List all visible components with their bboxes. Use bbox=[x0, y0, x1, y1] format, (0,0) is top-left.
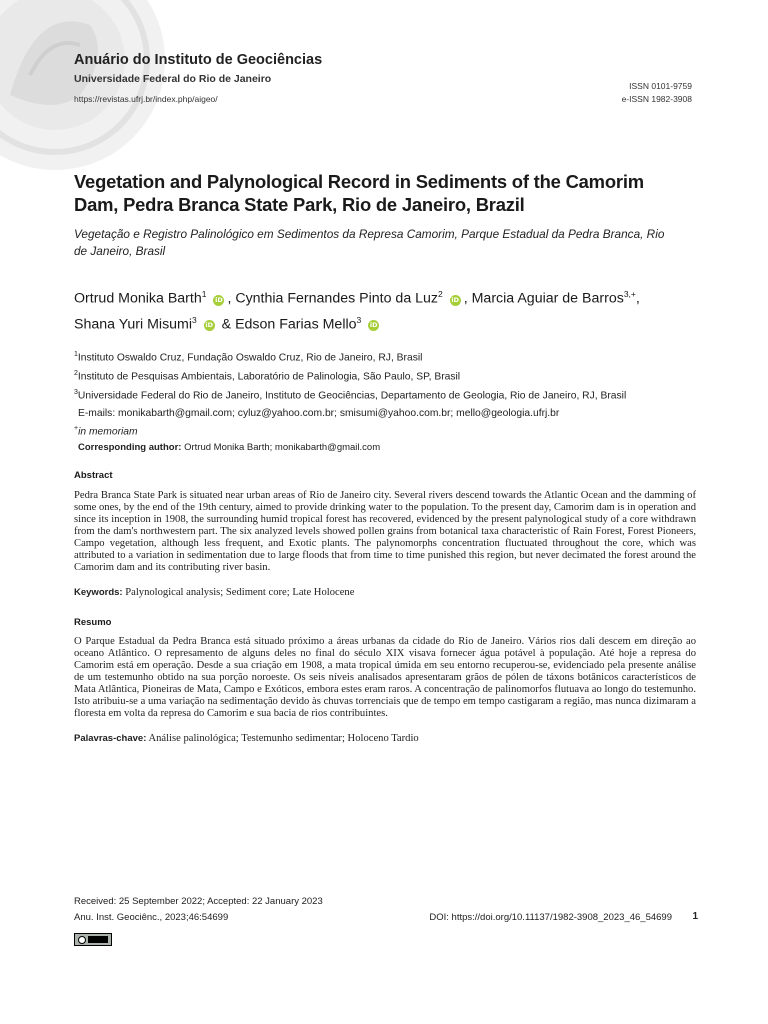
affiliation-line bbox=[74, 366, 694, 385]
affiliation-line bbox=[74, 385, 694, 404]
cc-circle-icon bbox=[78, 936, 86, 944]
author-name: Edson Farias Mello bbox=[235, 316, 357, 333]
journal-university: Universidade Federal do Rio de Janeiro bbox=[74, 73, 272, 85]
orcid-icon[interactable]: iD bbox=[215, 295, 223, 304]
article-title: Vegetation and Palynological Record in Sediments of the Camorim Dam, Pedra Branca State Park, Rio de Janeiro, Brazil bbox=[74, 171, 644, 215]
resumo-text: O Parque Estadual da Pedra Branca está situado próximo a áreas urbanas da cidade do Rio de Janeiro. Vários rios dali descem em direção ao oceano Atlântico. O represamento de alguns deles no final do século XIX visava fornecer água potável à população. Até hoje a represa do Camorim está em operação. Desde a sua criação em 1908, a mata tropical úmida em seu entorno recuperou-se, evidenciado pela presente análise de um testemunho obtido na sua porção noroeste. Os seis níveis analisados apresentaram grãos de pólen de táxons botânicos característicos de Mata Atlântica, Pioneiras de Mata, Campo e Exóticos, embora estes eram raros. A concentração de palinomorfos flutuava ao longo do testemunho. Isto atribuiu-se a uma variação na sedimentação devido às chuvas torrenciais que de tempo em tempo castigaram a região, mas nunca dizimaram a floresta em volta da represa do Camorim e sua bacia de rios contribuintes. bbox=[74, 636, 696, 719]
university-seal-watermark bbox=[0, 0, 170, 175]
author-separator: , bbox=[463, 290, 472, 307]
author-affiliation-mark: 3 bbox=[192, 314, 197, 325]
author-list bbox=[74, 284, 694, 335]
memoriam-text: in memoriam bbox=[78, 426, 138, 438]
palavras-chave bbox=[74, 733, 696, 744]
keywords bbox=[74, 587, 696, 598]
affiliation-line bbox=[74, 347, 694, 366]
palavras-chave-label: Palavras-chave: bbox=[74, 733, 147, 744]
issn: ISSN 0101-9759 bbox=[629, 81, 692, 91]
eissn: e-ISSN 1982-3908 bbox=[621, 94, 692, 104]
affiliations bbox=[74, 347, 694, 456]
issn-block bbox=[622, 80, 692, 106]
author-separator: & bbox=[217, 316, 236, 333]
orcid-icon[interactable]: iD bbox=[451, 295, 460, 304]
page-number: 1 bbox=[692, 911, 698, 922]
author-separator: , bbox=[227, 290, 236, 307]
affiliation-mark: 2 bbox=[74, 369, 78, 377]
author-affiliation-mark: 1 bbox=[201, 289, 207, 299]
abstract-text: Pedra Branca State Park is situated near urban areas of Rio de Janeiro city. Several rivers descend towards the Atlantic Ocean and the damming of some ones, by the end of the 19th century, aimed to provide drinking water to the population. To the present day, Camorim dam is in operation and since its inception in 1908, the surrounding humid tropical forest has recovered, evidenced by the present palynological study of a core withdrawn from the dam's northwestern part. The six analyzed levels showed pollen grains from botanical taxa characteristic of Rain Forest, Forest Pioneers, Campo vegetation, although less frequent, and Exotic plants. The palynomorphs concentration fluctuated throughout the core, which was attributed to a variation in sedimentation due to large floods that from time to time punished this region, but never decimated the forest around the Camorim dam and its contributing river basin. bbox=[74, 490, 696, 573]
palavras-chave-value: Análise palinológica; Testemunho sedimentar; Holoceno Tardio bbox=[148, 733, 419, 744]
author-affiliation-mark: 3 bbox=[356, 314, 362, 325]
corresponding-author bbox=[74, 440, 694, 456]
author-emails: E-mails: monikabarth@gmail.com; cyluz@yahoo.com.br; smisumi@yahoo.com.br; mello@geologia.ufrj.br bbox=[78, 407, 560, 419]
creative-commons-license-icon[interactable] bbox=[74, 933, 112, 946]
cc-by-bar-icon bbox=[88, 936, 108, 943]
orcid-icon[interactable]: iD bbox=[369, 321, 378, 330]
affiliation-text: Instituto de Pesquisas Ambientais, Laboratório de Palinologia, São Paulo, SP, Brasil bbox=[77, 371, 461, 383]
memoriam-note bbox=[74, 421, 694, 440]
doi-link[interactable]: DOI: https://doi.org/10.11137/1982-3908_2023_46_54699 bbox=[429, 912, 672, 923]
keywords-value: Palynological analysis; Sediment core; Late Holocene bbox=[125, 587, 355, 598]
author-name: Marcia Aguiar de Barros bbox=[471, 290, 624, 307]
article-subtitle: Vegetação e Registro Palinológico em Sedimentos da Represa Camorim, Parque Estadual da Pedra Branca, Rio de Janeiro, Brasil bbox=[74, 227, 665, 258]
received-dates: Received: 25 September 2022; Accepted: 22 January 2023 bbox=[74, 896, 323, 907]
author-name: Ortrud Monika Barth bbox=[74, 290, 202, 307]
affiliation-text: Universidade Federal do Rio de Janeiro, Instituto de Geociências, Departamento de Geologia, Rio de Janeiro, RJ, Brasil bbox=[77, 390, 627, 402]
citation: Anu. Inst. Geociênc., 2023;46:54699 bbox=[74, 912, 229, 923]
corresponding-value: Ortrud Monika Barth; monikabarth@gmail.com bbox=[184, 442, 381, 454]
corresponding-label: Corresponding author: bbox=[78, 442, 182, 454]
keywords-label: Keywords: bbox=[74, 587, 123, 598]
orcid-icon[interactable]: iD bbox=[205, 321, 214, 330]
affiliation-mark: 3 bbox=[74, 388, 78, 396]
author-affiliation-mark: 2 bbox=[438, 289, 443, 299]
journal-name: Anuário do Instituto de Geociências bbox=[74, 52, 323, 68]
author-affiliation-mark: 3,+ bbox=[623, 289, 636, 299]
affiliation-text: Instituto Oswaldo Cruz, Fundação Oswaldo Cruz, Rio de Janeiro, RJ, Brasil bbox=[77, 352, 423, 364]
journal-url[interactable]: https://revistas.ufrj.br/index.php/aigeo/ bbox=[74, 94, 218, 104]
author-separator: , bbox=[635, 290, 640, 307]
author-name: Cynthia Fernandes Pinto da Luz bbox=[235, 290, 439, 307]
abstract-heading: Abstract bbox=[74, 470, 113, 481]
memoriam-mark: + bbox=[74, 425, 79, 433]
author-name: Shana Yuri Misumi bbox=[74, 316, 193, 333]
affiliation-mark: 1 bbox=[74, 351, 78, 358]
resumo-heading: Resumo bbox=[74, 617, 112, 628]
